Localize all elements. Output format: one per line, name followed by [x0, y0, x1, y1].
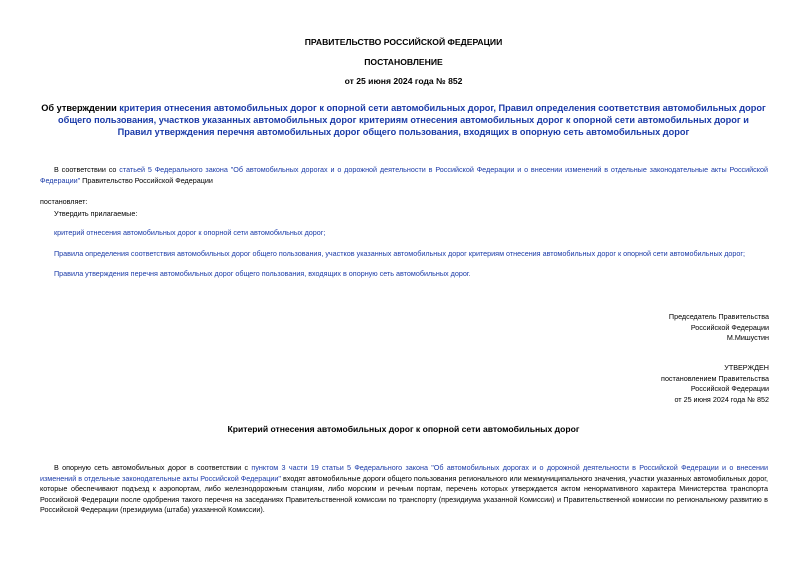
signature-line: Российской Федерации [690, 322, 769, 332]
title-link[interactable]: критерия отнесения автомобильных дорог к опорной сети автомобильных дорог, Правил определения соответствия автомобильных дорог общего пользования, участков указанных автомобильных дорог критериям отнесения автомобильных дорог к опорной сети автомобильных дорог и Правил утверждения перечня автомобильных дорог общего пользования, входящих в опорную сеть автомобильных дорог [58, 103, 766, 137]
intro-law-link[interactable]: статьей 5 Федерального закона "Об автомобильных дорогах и о дорожной деятельности в Российской Федерации и о внесении изменений в отдельные законодательные акты Российской Федерации" [40, 165, 769, 185]
criterion-title: Критерий отнесения автомобильных дорог к опорной сети автомобильных дорог [227, 424, 580, 434]
approved-stamp-line: постановлением Правительства [661, 373, 769, 383]
criterion-body-suffix: входят автомобильные дороги общего пользования регионального или межмуниципального значения, участки указанных автомобильных дорог, которые обеспечивают подъезд к аэропортам, либо железнодорожным станциям, либо морским и речным портам, перечень которых утверждается актом ненормативного характера Министерства транспорта Российской Федерации после одобрения такого перечня на заседаниях Правительственной комиссии по транспорту (президиума указанной Комиссии) и Правительственной комиссии по региональному развитию в Российской Федерации (президиума (штаба) указанной Комиссии). [40, 473, 768, 515]
intro-suffix: Правительство Российской Федерации [80, 175, 213, 185]
signature-name: М.Мишустин [726, 333, 769, 343]
approved-item-rules-compliance-link[interactable]: Правила определения соответствия автомобильных дорог общего пользования, участков указанных автомобильных дорог критериям отнесения автомобильных дорог к опорной сети автомобильных дорог; [54, 249, 746, 258]
resolves-text: постановляет: [40, 197, 88, 206]
signature-block [669, 312, 769, 344]
document-title [40, 103, 767, 138]
criterion-body-paragraph [40, 463, 768, 516]
document-date-number: от 25 июня 2024 года № 852 [344, 76, 463, 86]
intro-paragraph [40, 165, 768, 186]
criterion-law-link[interactable]: пунктом 3 части 19 статьи 5 Федерального закона "Об автомобильных дорогах и о дорожной деятельности в Российской Федерации и о внесении изменений в отдельные законодательные акты Российской Федерации" [40, 463, 768, 483]
approved-stamp-line: от 25 июня 2024 года № 852 [674, 394, 769, 404]
approved-item-rules-list-link[interactable]: Правила утверждения перечня автомобильных дорог общего пользования, входящих в опорную сеть автомобильных дорог. [54, 269, 471, 278]
approve-text: Утвердить прилагаемые: [54, 209, 138, 218]
approved-stamp-line: УТВЕРЖДЕН [724, 363, 769, 372]
approved-item-criterion-link[interactable]: критерий отнесения автомобильных дорог к опорной сети автомобильных дорог; [54, 228, 326, 237]
title-prefix: Об утверждении [41, 103, 120, 113]
signature-line: Председатель Правительства [668, 312, 769, 321]
approved-stamp [661, 363, 769, 405]
approved-stamp-line: Российской Федерации [690, 384, 769, 394]
intro-prefix: В соответствии со [54, 165, 120, 174]
criterion-body-prefix: В опорную сеть автомобильных дорог в соответствии с [54, 463, 252, 472]
government-heading: ПРАВИТЕЛЬСТВО РОССИЙСКОЙ ФЕДЕРАЦИИ [304, 37, 503, 47]
document-type-heading: ПОСТАНОВЛЕНИЕ [364, 57, 443, 67]
